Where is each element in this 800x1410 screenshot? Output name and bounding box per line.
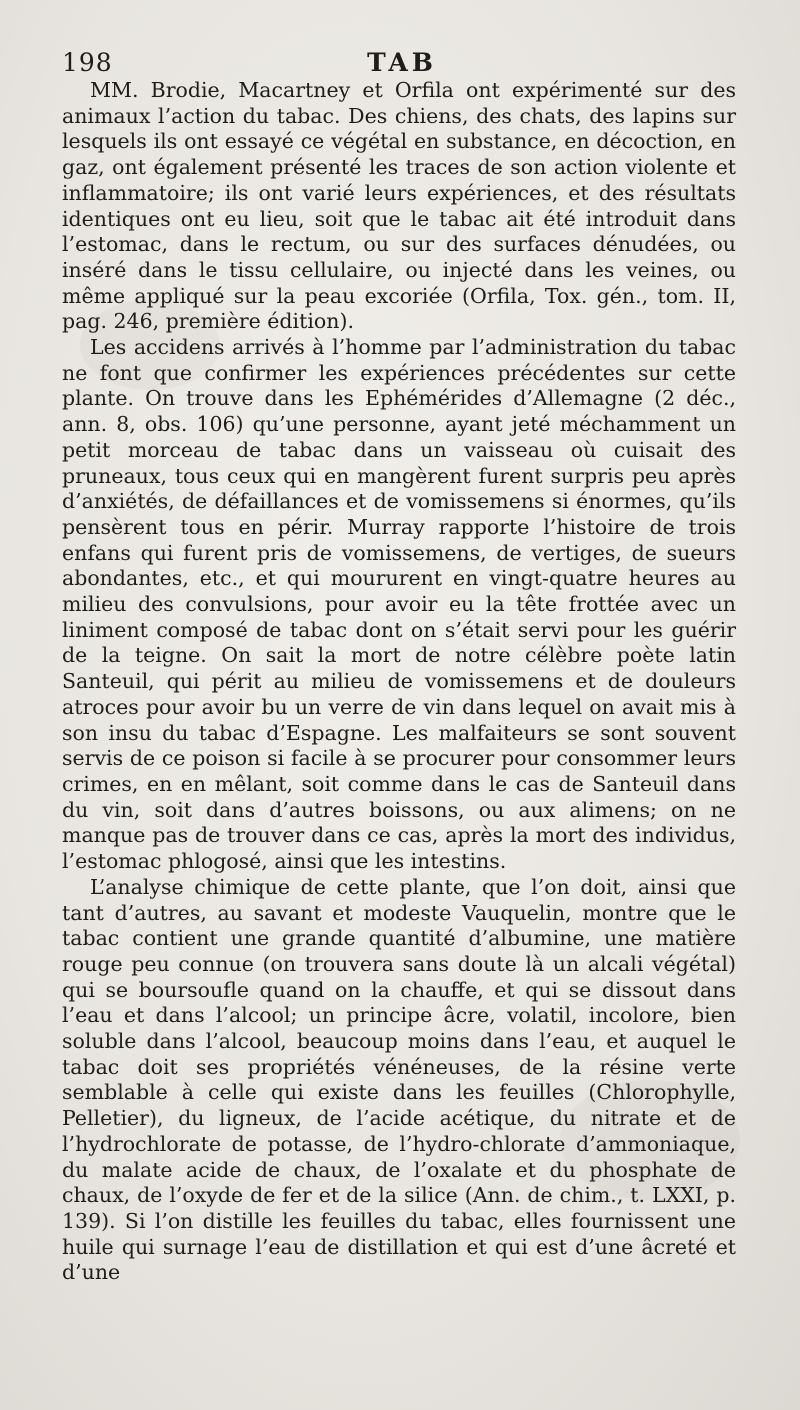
running-head: TAB xyxy=(367,48,437,77)
paragraph: MM. Brodie, Macartney et Orfila ont expérimenté sur des animaux l’action du tabac. Des chiens, des chats, des lapins sur lesquels ils ont essayé ce végétal en substance, en décoction, en gaz, ont également présenté les traces de son action violente et inflammatoire; ils ont varié leurs expériences, et des résultats identiques ont eu lieu, soit que le tabac ait été introduit dans l’estomac, dans le rectum, ou sur des surfaces dénudées, ou inséré dans le tissu cellulaire, ou injecté dans les veines, ou même appliqué sur la peau excoriée (Orfila, Tox. gén., tom. II, pag. 246, première édition). xyxy=(62,78,736,334)
paragraph: L’analyse chimique de cette plante, que l’on doit, ainsi que tant d’autres, au savant et modeste Vauquelin, montre que le tabac contient une grande quantité d’albumine, une matière rouge peu connue (on trouvera sans doute là un alcali végétal) qui se boursoufle quand on la chauffe, et qui se dissout dans l’eau et dans l’alcool; un principe âcre, volatil, incolore, bien soluble dans l’alcool, beaucoup moins dans l’eau, et auquel le tabac doit ses propriétés vénéneuses, de la résine verte semblable à celle qui existe dans les feuilles (Chlorophylle, Pelletier), du ligneux, de l’acide acétique, du nitrate et de l’hydrochlorate de potasse, de l’hydro-chlorate d’ammoniaque, du malate acide de chaux, de l’oxalate et du phosphate de chaux, de l’oxyde de fer et de la silice (Ann. de chim., t. LXXI, p. 139). Si l’on distille les feuilles du tabac, elles fournissent une huile qui surnage l’eau de distillation et qui est d’une âcreté et d’une xyxy=(62,874,736,1285)
body-text xyxy=(62,78,736,1286)
page-number: 198 xyxy=(62,48,113,77)
paragraph: Les accidens arrivés à l’homme par l’administration du tabac ne font que confirmer les expériences précédentes sur cette plante. On trouve dans les Ephémérides d’Allemagne (2 déc., ann. 8, obs. 106) qu’une personne, ayant jeté méchamment un petit morceau de tabac dans un vaisseau où cuisait des pruneaux, tous ceux qui en mangèrent furent surpris peu après d’anxiétés, de défaillances et de vomissemens si énormes, qu’ils pensèrent tous en périr. Murray rapporte l’histoire de trois enfans qui furent pris de vomissemens, de vertiges, de sueurs abondantes, etc., et qui moururent en vingt-quatre heures au milieu des convulsions, pour avoir eu la tête frottée avec un liniment composé de tabac dont on s’était servi pour les guérir de la teigne. On sait la mort de notre célèbre poète latin Santeuil, qui périt au milieu de vomissemens et de douleurs atroces pour avoir bu un verre de vin dans lequel on avait mis à son insu du tabac d’Espagne. Les malfaiteurs se sont souvent servis de ce poison si facile à se procurer pour consommer leurs crimes, en en mêlant, soit comme dans le cas de Santeuil dans du vin, soit dans d’autres boissons, ou aux alimens; on ne manque pas de trouver dans ce cas, après la mort des individus, l’estomac phlogosé, ainsi que les intestins. xyxy=(62,335,736,874)
page-header xyxy=(62,48,742,82)
